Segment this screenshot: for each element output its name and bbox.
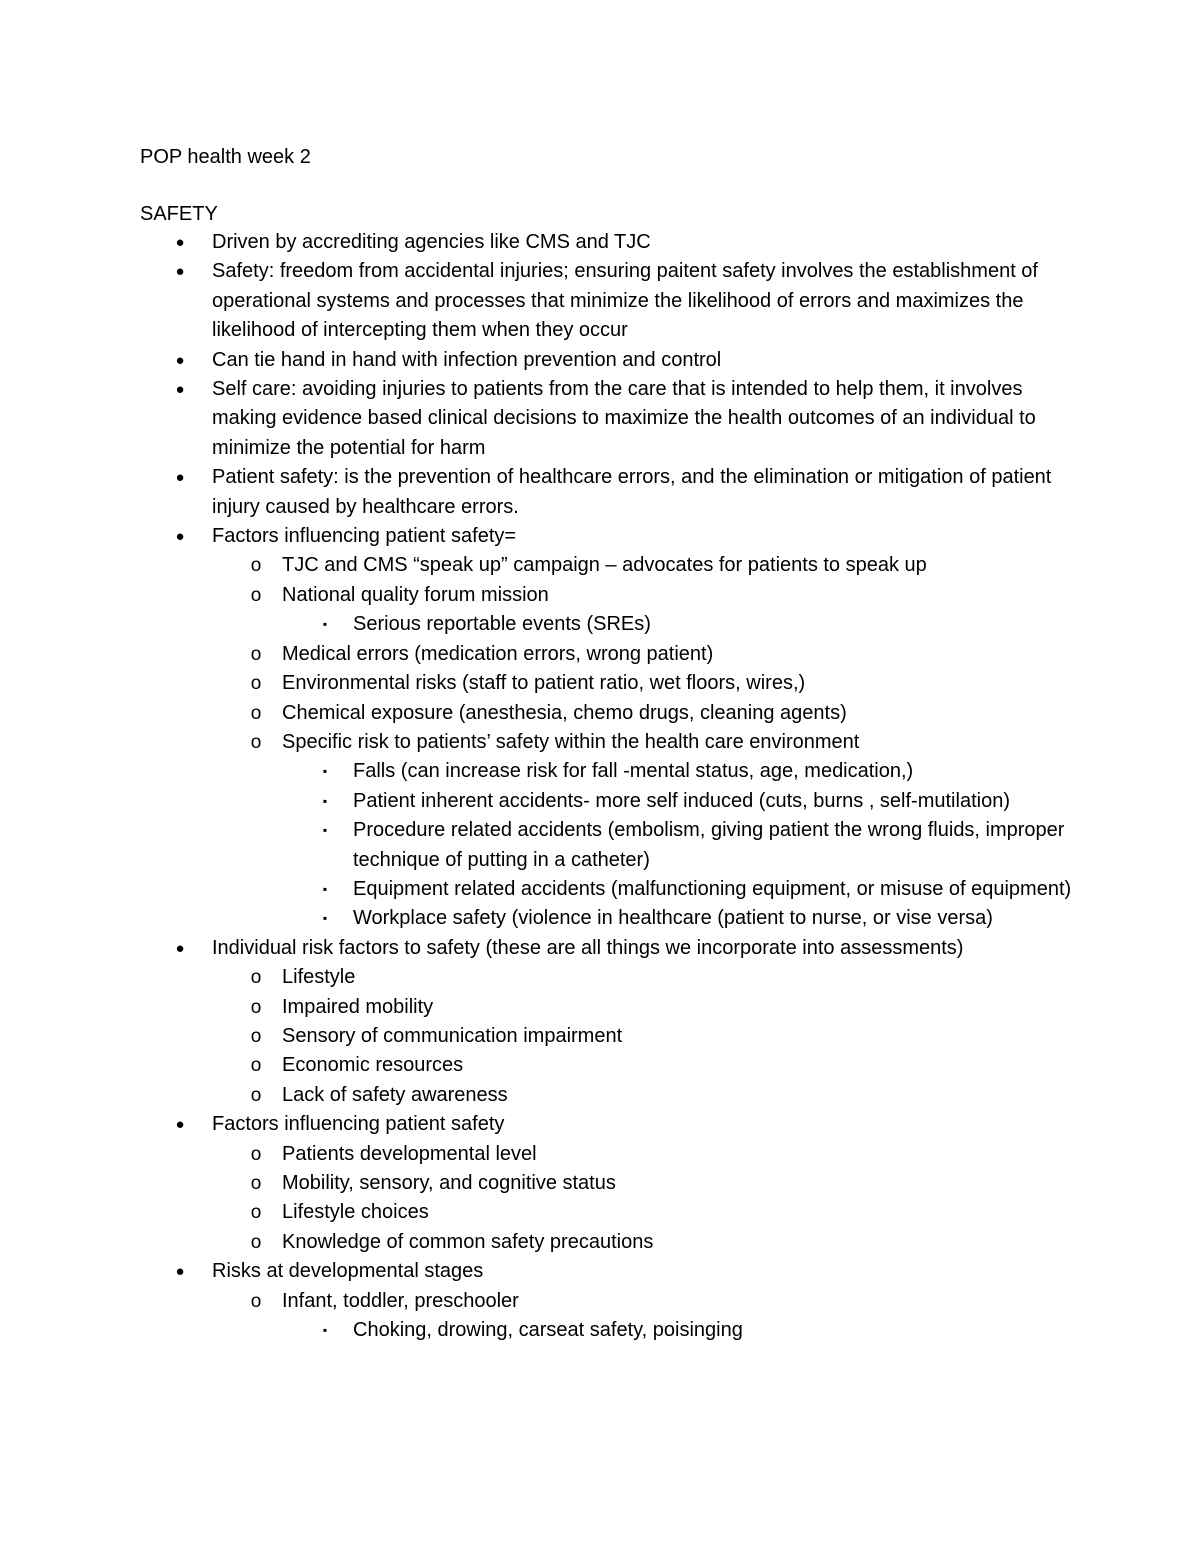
- bullet-marker: o: [250, 673, 262, 695]
- list-item: [0, 1228, 1072, 1257]
- bullet-marker: o: [250, 555, 262, 577]
- list-item: [0, 610, 1072, 639]
- list-item-text: Environmental risks (staff to patient ratio, wet floors, wires,): [282, 672, 806, 695]
- list-item-text: Factors influencing patient safety: [212, 1113, 505, 1136]
- list-item-text: Patients developmental level: [282, 1142, 537, 1165]
- list-item: [0, 699, 1072, 728]
- list-item-text: Factors influencing patient safety=: [212, 525, 517, 548]
- list-item: [0, 963, 1072, 992]
- bullet-marker: ●: [175, 528, 185, 546]
- list-item: [0, 728, 1072, 757]
- bullet-marker: o: [250, 1173, 262, 1194]
- bullet-marker: ●: [175, 234, 185, 251]
- list-item-text: Falls (can increase risk for fall -mental status, age, medication,): [353, 760, 914, 783]
- list-item: [0, 787, 1072, 816]
- document-title: POP health week 2: [140, 146, 311, 168]
- bullet-marker: ▪: [322, 1323, 328, 1338]
- list-item-text: Patient safety: is the prevention of healthcare errors, and the elimination or mitigation of patient injury caused by healthcare errors.: [212, 466, 1052, 518]
- list-item-text: Mobility, sensory, and cognitive status: [282, 1172, 616, 1194]
- list-item-text: Serious reportable events (SREs): [353, 613, 651, 636]
- list-item-text: Procedure related accidents (embolism, giving patient the wrong fluids, improper technique of putting in a catheter): [353, 819, 1065, 871]
- list-item-text: Risks at developmental stages: [212, 1260, 484, 1283]
- list-item: [0, 463, 1072, 522]
- list-item: [0, 1257, 1072, 1286]
- bullet-marker: ▪: [322, 881, 328, 896]
- list-item: [0, 1022, 1072, 1051]
- list-item: [0, 640, 1072, 669]
- list-item: [0, 669, 1072, 698]
- list-item-text: Lifestyle choices: [282, 1201, 429, 1224]
- list-item-text: Lifestyle: [282, 966, 356, 989]
- bullet-marker: ▪: [322, 617, 328, 632]
- bullet-marker: ●: [175, 1263, 185, 1281]
- list-item-text: Lack of safety awareness: [282, 1083, 508, 1106]
- bullet-marker: o: [250, 643, 262, 665]
- bullet-marker: ●: [175, 469, 185, 487]
- bullet-marker: o: [250, 1025, 262, 1047]
- bullet-marker: ▪: [322, 793, 328, 808]
- list-item: [0, 228, 1072, 257]
- section-heading-safety: SAFETY: [140, 203, 218, 225]
- bullet-marker: ●: [175, 351, 185, 369]
- list-item-text: Safety: freedom from accidental injuries; ensuring paitent safety involves the establishment of operational systems and processes that minimize the likelihood of errors and maximizes the likelihood of intercepting them when they occur: [212, 260, 1038, 342]
- list-item-text: TJC and CMS “speak up” campaign – advocates for patients to speak up: [282, 554, 927, 577]
- list-item: [0, 1169, 1072, 1198]
- bullet-marker: ●: [175, 939, 185, 957]
- bullet-marker: o: [250, 1084, 262, 1106]
- list-item-text: Economic resources: [282, 1054, 464, 1077]
- list-item: [0, 816, 1072, 875]
- list-item-text: Knowledge of common safety precautions: [282, 1230, 654, 1253]
- list-item: [0, 904, 1072, 933]
- bullet-marker: ●: [175, 381, 185, 399]
- list-item: [0, 1110, 1072, 1139]
- list-item-text: National quality forum mission: [282, 583, 549, 606]
- list-item-text: Self care: avoiding injuries to patients from the care that is intended to help them, it involves making evidence based clinical decisions to maximize the health outcomes of an individual to minimize the potential for harm: [212, 378, 1036, 459]
- list-item-text: Chemical exposure (anesthesia, chemo drugs, cleaning agents): [282, 701, 847, 724]
- list-item: [0, 346, 1072, 375]
- list-item: [0, 1140, 1072, 1169]
- list-item: [0, 875, 1072, 904]
- list-item: [0, 257, 1072, 345]
- list-item-text: Medical errors (medication errors, wrong patient): [282, 642, 714, 665]
- bullet-marker: o: [250, 1202, 262, 1224]
- list-item: [0, 757, 1072, 786]
- bullet-marker: o: [250, 1055, 262, 1077]
- bullet-marker: o: [250, 1290, 262, 1312]
- list-item-text: Individual risk factors to safety (these are all things we incorporate into assessments): [212, 936, 964, 959]
- bullet-marker: o: [250, 996, 262, 1018]
- bullet-outline: [0, 228, 1200, 1345]
- list-item-text: Can tie hand in hand with infection prevention and control: [212, 348, 722, 371]
- list-item: [0, 1316, 1072, 1345]
- bullet-marker: o: [250, 731, 262, 753]
- list-item: [0, 1198, 1072, 1227]
- bullet-marker: ▪: [322, 764, 328, 779]
- bullet-marker: ●: [175, 1116, 185, 1134]
- list-item: [0, 993, 1072, 1022]
- list-item: [0, 551, 1072, 580]
- bullet-marker: ▪: [322, 911, 328, 926]
- list-item-text: Workplace safety (violence in healthcare (patient to nurse, or vise versa): [353, 907, 993, 930]
- list-item: [0, 522, 1072, 551]
- list-item-text: Sensory of communication impairment: [282, 1024, 623, 1047]
- bullet-marker: o: [250, 702, 262, 724]
- list-item-text: Driven by accrediting agencies like CMS and TJC: [212, 231, 651, 253]
- list-item: [0, 1081, 1072, 1110]
- list-item-text: Patient inherent accidents- more self induced (cuts, burns , self-mutilation): [353, 789, 1010, 812]
- list-item-text: Impaired mobility: [282, 995, 434, 1018]
- list-item: [0, 1051, 1072, 1080]
- bullet-marker: o: [250, 967, 262, 989]
- bullet-marker: ▪: [322, 823, 328, 838]
- list-item: [0, 581, 1072, 610]
- list-item-text: Choking, drowing, carseat safety, poisinging: [353, 1319, 743, 1342]
- list-item-text: Specific risk to patients’ safety within the health care environment: [282, 730, 860, 753]
- bullet-marker: o: [250, 1143, 262, 1165]
- list-item-text: Equipment related accidents (malfunctioning equipment, or misuse of equipment): [353, 877, 1072, 900]
- bullet-marker: o: [250, 1231, 262, 1253]
- bullet-marker: ●: [175, 263, 185, 281]
- list-item: [0, 375, 1072, 463]
- list-item-text: Infant, toddler, preschooler: [282, 1289, 519, 1312]
- bullet-marker: o: [250, 584, 262, 606]
- list-item: [0, 1287, 1072, 1316]
- list-item: [0, 934, 1072, 963]
